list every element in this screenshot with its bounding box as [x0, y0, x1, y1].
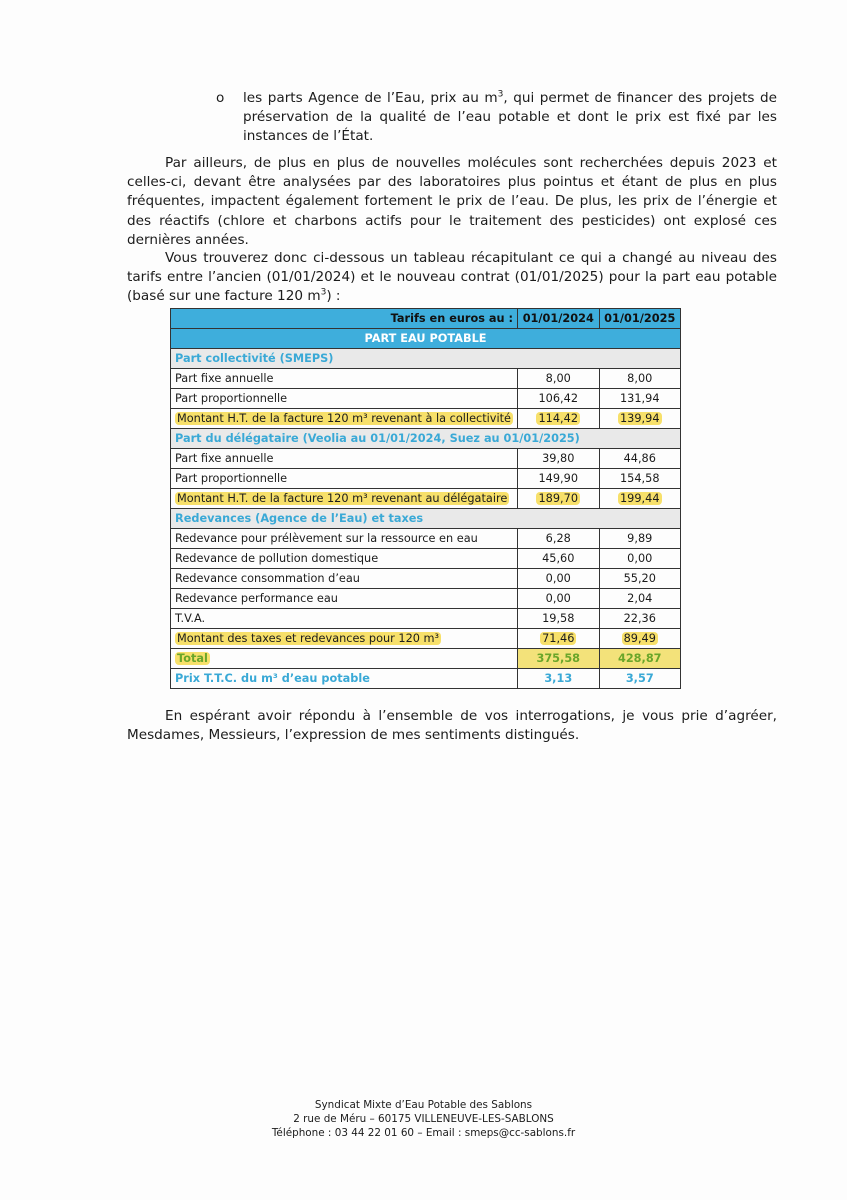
table-row: [171, 609, 681, 629]
value-2024: [518, 489, 599, 509]
total-2024: 375,58: [518, 649, 599, 669]
section-title: Part du délégataire (Veolia au 01/01/2024, Suez au 01/01/2025): [171, 429, 681, 449]
value-2024: 19,58: [518, 609, 599, 629]
row-label: Redevance performance eau: [171, 589, 518, 609]
row-label: Part fixe annuelle: [171, 449, 518, 469]
value-2024: 39,80: [518, 449, 599, 469]
footer: [0, 1098, 847, 1141]
paragraph-tableau-intro: [127, 249, 777, 307]
highlighted-value: Total: [177, 652, 208, 665]
prix-2024: 3,13: [518, 669, 599, 689]
band-part-eau-potable: PART EAU POTABLE: [171, 329, 681, 349]
value-2025: 22,36: [599, 609, 681, 629]
bullet-text: , qui permet de financer des projets de préservation de la qualité de l’eau potable et dont le prix est fixé par les instances de l’État.: [243, 90, 777, 145]
row-label: Part proportionnelle: [171, 389, 518, 409]
highlighted-value: Montant H.T. de la facture 120 m³ revenant au délégataire: [177, 492, 508, 505]
value-2025: 0,00: [599, 549, 681, 569]
footer-contact: Téléphone : 03 44 22 01 60 – Email : smeps@cc-sablons.fr: [271, 1127, 576, 1140]
prix-m3-row: [171, 669, 681, 689]
value-2025: 131,94: [599, 389, 681, 409]
value-2025: [599, 629, 681, 649]
row-label: Redevance consommation d’eau: [171, 569, 518, 589]
highlighted-value: 199,44: [619, 492, 660, 505]
tarifs-table: [170, 308, 681, 689]
paragraph-text: ) :: [326, 288, 341, 305]
total-label: [171, 649, 518, 669]
highlighted-value: 139,94: [619, 412, 660, 425]
section-title: Redevances (Agence de l’Eau) et taxes: [171, 509, 681, 529]
bullet-agence-eau: [243, 89, 777, 147]
value-2024: 0,00: [518, 589, 599, 609]
value-2024: 45,60: [518, 549, 599, 569]
value-2025: 154,58: [599, 469, 681, 489]
prix-2025: 3,57: [599, 669, 681, 689]
row-label: [171, 629, 518, 649]
footer-address: 2 rue de Méru – 60175 VILLENEUVE-LES-SABLONS: [293, 1113, 554, 1126]
row-label: Redevance pour prélèvement sur la ressource en eau: [171, 529, 518, 549]
value-2024: 106,42: [518, 389, 599, 409]
value-2024: 149,90: [518, 469, 599, 489]
value-2025: 9,89: [599, 529, 681, 549]
table-row: [171, 489, 681, 509]
highlighted-value: 189,70: [538, 492, 579, 505]
bullet-marker: o: [216, 90, 225, 106]
bullet-text: les parts Agence de l’Eau, prix au m: [243, 90, 498, 106]
footer-org: Syndicat Mixte d’Eau Potable des Sablons: [314, 1099, 533, 1111]
value-2025: 8,00: [599, 369, 681, 389]
table-row: [171, 549, 681, 569]
highlighted-value: 114,42: [538, 412, 579, 425]
table-row: [171, 469, 681, 489]
table-row: [171, 369, 681, 389]
prix-label: Prix T.T.C. du m³ d’eau potable: [171, 669, 518, 689]
header-label: Tarifs en euros au :: [171, 309, 518, 329]
header-col-2025: 01/01/2025: [599, 309, 681, 329]
band-row: [171, 329, 681, 349]
section-row: [171, 349, 681, 369]
table-row: [171, 529, 681, 549]
highlighted-value: 89,49: [623, 632, 656, 645]
superscript: 3: [497, 89, 504, 100]
paragraph-closing: En espérant avoir répondu à l’ensemble de vos interrogations, je vous prie d’agréer, Mesdames, Messieurs, l’expression de mes sentiments distingués.: [127, 708, 777, 744]
header-col-2024: 01/01/2024: [518, 309, 599, 329]
row-label: [171, 409, 518, 429]
row-label: Part proportionnelle: [171, 469, 518, 489]
section-title: Part collectivité (SMEPS): [171, 349, 681, 369]
value-2025: [599, 489, 681, 509]
total-2025: 428,87: [599, 649, 681, 669]
value-2024: 0,00: [518, 569, 599, 589]
section-row: [171, 509, 681, 529]
value-2024: [518, 629, 599, 649]
section-row: [171, 429, 681, 449]
table-row: [171, 389, 681, 409]
row-label: T.V.A.: [171, 609, 518, 629]
highlighted-value: Montant H.T. de la facture 120 m³ revenant à la collectivité: [177, 412, 512, 425]
paragraph-molecules: Par ailleurs, de plus en plus de nouvelles molécules sont recherchées depuis 2023 et celles-ci, devant être analysées par des laboratoires plus pointus et étant de plus en plus fréquentes, impactent également fortement le prix de l’eau. De plus, les prix de l’énergie et des réactifs (chlore et charbons actifs pour le traitement des pesticides) ont explosé ces dernières années.: [127, 155, 777, 248]
table-row: [171, 449, 681, 469]
value-2025: 55,20: [599, 569, 681, 589]
row-label: [171, 489, 518, 509]
highlighted-value: 71,46: [542, 632, 575, 645]
row-label: Redevance de pollution domestique: [171, 549, 518, 569]
value-2025: 44,86: [599, 449, 681, 469]
highlighted-value: Montant des taxes et redevances pour 120 m³: [177, 632, 440, 645]
superscript: 3: [320, 287, 327, 298]
value-2025: 2,04: [599, 589, 681, 609]
table-header-row: [171, 309, 681, 329]
table-row: [171, 589, 681, 609]
value-2025: [599, 409, 681, 429]
value-2024: [518, 409, 599, 429]
row-label: Part fixe annuelle: [171, 369, 518, 389]
table-row: [171, 409, 681, 429]
value-2024: 6,28: [518, 529, 599, 549]
value-2024: 8,00: [518, 369, 599, 389]
total-row: [171, 649, 681, 669]
paragraph-text: Vous trouverez donc ci-dessous un tableau récapitulant ce qui a changé au niveau des tarifs entre l’ancien (01/01/2024) et le nouveau contrat (01/01/2025) pour la part eau potable (basé sur une facture 120 m: [127, 250, 777, 305]
table-row: [171, 629, 681, 649]
table-row: [171, 569, 681, 589]
